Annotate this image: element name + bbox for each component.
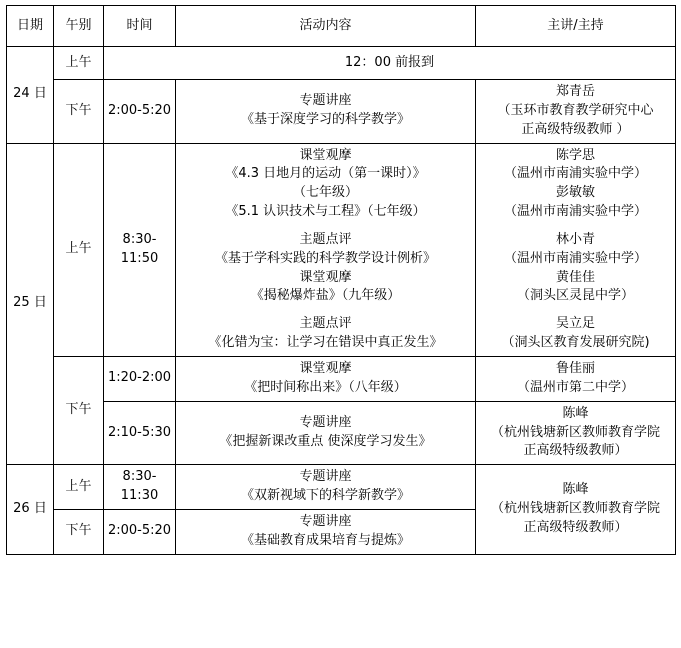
speaker-spacer: [478, 306, 673, 315]
cell-content-24-pm: 专题讲座 《基于深度学习的科学教学》: [176, 80, 476, 144]
content-spacer: [178, 222, 473, 231]
cell-content-25-pm-2: 专题讲座 《把握新课改重点 使深度学习发生》: [176, 401, 476, 465]
cell-content-25-am: 课堂观摩 《4.3 日地月的运动（第一课时）》 （七年级） 《5.1 认识技术与工程》（七年级） 主题点评 《基于学科实践的科学教学设计例析》 课堂观摩 《揭秘爆炸盐》（九年级） 主题点评 《化错为宝：让学习在错误中真正发生》: [176, 143, 476, 356]
cell-time-25-pm-1: 1:20-2:00: [104, 356, 176, 401]
cell-speaker-25-am: 陈学思 （温州市南浦实验中学） 彭敏敏 （温州市南浦实验中学） 林小青 （温州市南浦实验中学） 黄佳佳 （洞头区灵昆中学） 吴立足 （洞头区教育发展研究院): [476, 143, 676, 356]
header-date: 日期: [7, 6, 54, 47]
cell-content-26-am: 专题讲座 《双新视域下的科学新教学》: [176, 465, 476, 510]
cell-speaker-24-pm: 郑青岳 （玉环市教育教学研究中心 正高级特级教师 ）: [476, 80, 676, 144]
cell-time-24-pm: 2:00-5:20: [104, 80, 176, 144]
table-row: [7, 401, 676, 465]
cell-time-25-pm-2: 2:10-5:30: [104, 401, 176, 465]
speaker-spacer: [478, 222, 673, 231]
cell-half-afternoon-26: 下午: [54, 509, 104, 554]
table-row: [7, 465, 676, 510]
cell-speaker-25-pm-1: 鲁佳丽 （温州市第二中学）: [476, 356, 676, 401]
schedule-table: [6, 5, 676, 555]
cell-time-26-pm: 2:00-5:20: [104, 509, 176, 554]
cell-registration-note: 12：00 前报到: [104, 47, 676, 80]
cell-time-26-am: 8:30-11:30: [104, 465, 176, 510]
cell-date-25: 25 日: [7, 143, 54, 465]
table-row: [7, 80, 676, 144]
cell-half-morning-26: 上午: [54, 465, 104, 510]
table-header-row: [7, 6, 676, 47]
header-time: 时间: [104, 6, 176, 47]
cell-half-afternoon-24: 下午: [54, 80, 104, 144]
cell-content-26-pm: 专题讲座 《基础教育成果培育与提炼》: [176, 509, 476, 554]
cell-time-25-am: 8:30-11:50: [104, 143, 176, 356]
table-row: [7, 143, 676, 356]
cell-speaker-26: 陈峰 （杭州钱塘新区教师教育学院 正高级特级教师）: [476, 465, 676, 554]
cell-half-afternoon-25: 下午: [54, 356, 104, 464]
cell-date-26: 26 日: [7, 465, 54, 554]
table-row: [7, 356, 676, 401]
table-row: [7, 47, 676, 80]
cell-speaker-25-pm-2: 陈峰 （杭州钱塘新区教师教育学院 正高级特级教师）: [476, 401, 676, 465]
cell-date-24: 24 日: [7, 47, 54, 144]
content-spacer: [178, 306, 473, 315]
header-half-day: 午别: [54, 6, 104, 47]
cell-content-25-pm-1: 课堂观摩 《把时间称出来》（八年级）: [176, 356, 476, 401]
schedule-sheet: [6, 5, 675, 555]
header-activity-content: 活动内容: [176, 6, 476, 47]
cell-half-morning-25: 上午: [54, 143, 104, 356]
header-speaker-host: 主讲/主持: [476, 6, 676, 47]
cell-half-morning-24: 上午: [54, 47, 104, 80]
